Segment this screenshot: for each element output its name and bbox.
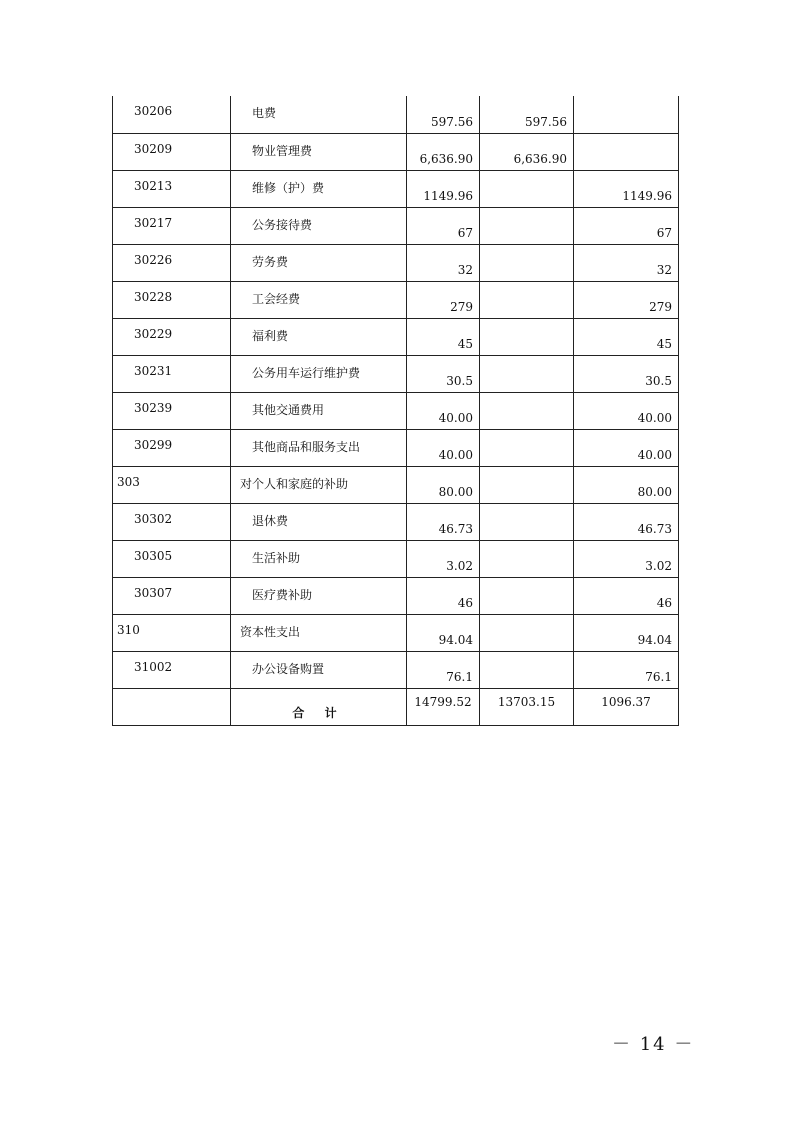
account-name-cell: 其他交通费用 <box>231 392 407 429</box>
account-code-cell: 303 <box>113 466 231 503</box>
table-row <box>113 355 679 392</box>
total-amount-cell: 46 <box>407 577 480 614</box>
total-amount-cell: 597.56 <box>407 96 480 133</box>
account-code-cell: 30206 <box>113 96 231 133</box>
basic-amount-cell <box>480 503 574 540</box>
account-name-cell: 工会经费 <box>231 281 407 318</box>
table-row <box>113 392 679 429</box>
project-total-cell: 1096.37 <box>574 688 679 725</box>
project-amount-cell: 46.73 <box>574 503 679 540</box>
table-body <box>113 96 679 725</box>
total-amount-cell: 40.00 <box>407 392 480 429</box>
account-code-cell: 310 <box>113 614 231 651</box>
total-amount-cell: 32 <box>407 244 480 281</box>
project-amount-cell: 32 <box>574 244 679 281</box>
total-amount-cell: 1149.96 <box>407 170 480 207</box>
account-name-cell: 对个人和家庭的补助 <box>231 466 407 503</box>
table-row <box>113 96 679 133</box>
account-code-cell: 30231 <box>113 355 231 392</box>
total-amount-cell: 94.04 <box>407 614 480 651</box>
total-amount-cell: 30.5 <box>407 355 480 392</box>
account-code-cell: 30213 <box>113 170 231 207</box>
account-name-cell: 福利费 <box>231 318 407 355</box>
account-code-cell: 30305 <box>113 540 231 577</box>
project-amount-cell <box>574 96 679 133</box>
total-amount-cell: 40.00 <box>407 429 480 466</box>
total-amount-cell: 67 <box>407 207 480 244</box>
basic-amount-cell: 597.56 <box>480 96 574 133</box>
basic-amount-cell <box>480 281 574 318</box>
account-code-cell: 30209 <box>113 133 231 170</box>
project-amount-cell: 46 <box>574 577 679 614</box>
total-label: 合 计 <box>231 688 407 725</box>
project-amount-cell <box>574 133 679 170</box>
basic-amount-cell <box>480 318 574 355</box>
table-row <box>113 170 679 207</box>
project-amount-cell: 94.04 <box>574 614 679 651</box>
account-name-cell: 劳务费 <box>231 244 407 281</box>
total-amount-cell: 6,636.90 <box>407 133 480 170</box>
project-amount-cell: 3.02 <box>574 540 679 577</box>
account-name-cell: 生活补助 <box>231 540 407 577</box>
table-row <box>113 133 679 170</box>
basic-amount-cell <box>480 244 574 281</box>
project-amount-cell: 40.00 <box>574 429 679 466</box>
total-amount-cell: 279 <box>407 281 480 318</box>
basic-amount-cell: 6,636.90 <box>480 133 574 170</box>
table-row <box>113 466 679 503</box>
table-row <box>113 651 679 688</box>
account-code-cell: 30217 <box>113 207 231 244</box>
total-row <box>113 688 679 725</box>
table-row <box>113 318 679 355</box>
account-code-cell: 30228 <box>113 281 231 318</box>
account-name-cell: 医疗费补助 <box>231 577 407 614</box>
project-amount-cell: 45 <box>574 318 679 355</box>
total-code-cell <box>113 688 231 725</box>
account-code-cell: 30239 <box>113 392 231 429</box>
account-name-cell: 维修（护）费 <box>231 170 407 207</box>
table-row <box>113 244 679 281</box>
grand-total-cell: 14799.52 <box>407 688 480 725</box>
project-amount-cell: 76.1 <box>574 651 679 688</box>
table-row <box>113 577 679 614</box>
account-code-cell: 30299 <box>113 429 231 466</box>
project-amount-cell: 80.00 <box>574 466 679 503</box>
basic-amount-cell <box>480 392 574 429</box>
account-name-cell: 资本性支出 <box>231 614 407 651</box>
basic-amount-cell <box>480 651 574 688</box>
basic-amount-cell <box>480 207 574 244</box>
basic-amount-cell <box>480 429 574 466</box>
account-name-cell: 物业管理费 <box>231 133 407 170</box>
basic-amount-cell <box>480 170 574 207</box>
total-amount-cell: 46.73 <box>407 503 480 540</box>
total-amount-cell: 76.1 <box>407 651 480 688</box>
table-row <box>113 207 679 244</box>
total-amount-cell: 45 <box>407 318 480 355</box>
account-code-cell: 31002 <box>113 651 231 688</box>
table-row <box>113 503 679 540</box>
basic-amount-cell <box>480 540 574 577</box>
basic-amount-cell <box>480 355 574 392</box>
basic-amount-cell <box>480 614 574 651</box>
project-amount-cell: 67 <box>574 207 679 244</box>
account-name-cell: 其他商品和服务支出 <box>231 429 407 466</box>
project-amount-cell: 1149.96 <box>574 170 679 207</box>
account-name-cell: 退休费 <box>231 503 407 540</box>
account-code-cell: 30302 <box>113 503 231 540</box>
project-amount-cell: 30.5 <box>574 355 679 392</box>
account-name-cell: 办公设备购置 <box>231 651 407 688</box>
total-amount-cell: 80.00 <box>407 466 480 503</box>
table-row <box>113 614 679 651</box>
table-row <box>113 540 679 577</box>
project-amount-cell: 40.00 <box>574 392 679 429</box>
project-amount-cell: 279 <box>574 281 679 318</box>
total-amount-cell: 3.02 <box>407 540 480 577</box>
account-name-cell: 电费 <box>231 96 407 133</box>
account-name-cell: 公务用车运行维护费 <box>231 355 407 392</box>
account-name-cell: 公务接待费 <box>231 207 407 244</box>
account-code-cell: 30226 <box>113 244 231 281</box>
basic-amount-cell <box>480 466 574 503</box>
basic-total-cell: 13703.15 <box>480 688 574 725</box>
account-code-cell: 30229 <box>113 318 231 355</box>
expenditure-table <box>112 96 679 726</box>
account-code-cell: 30307 <box>113 577 231 614</box>
table-row <box>113 281 679 318</box>
page-number: － 14 － <box>612 1034 695 1055</box>
basic-amount-cell <box>480 577 574 614</box>
table-row <box>113 429 679 466</box>
